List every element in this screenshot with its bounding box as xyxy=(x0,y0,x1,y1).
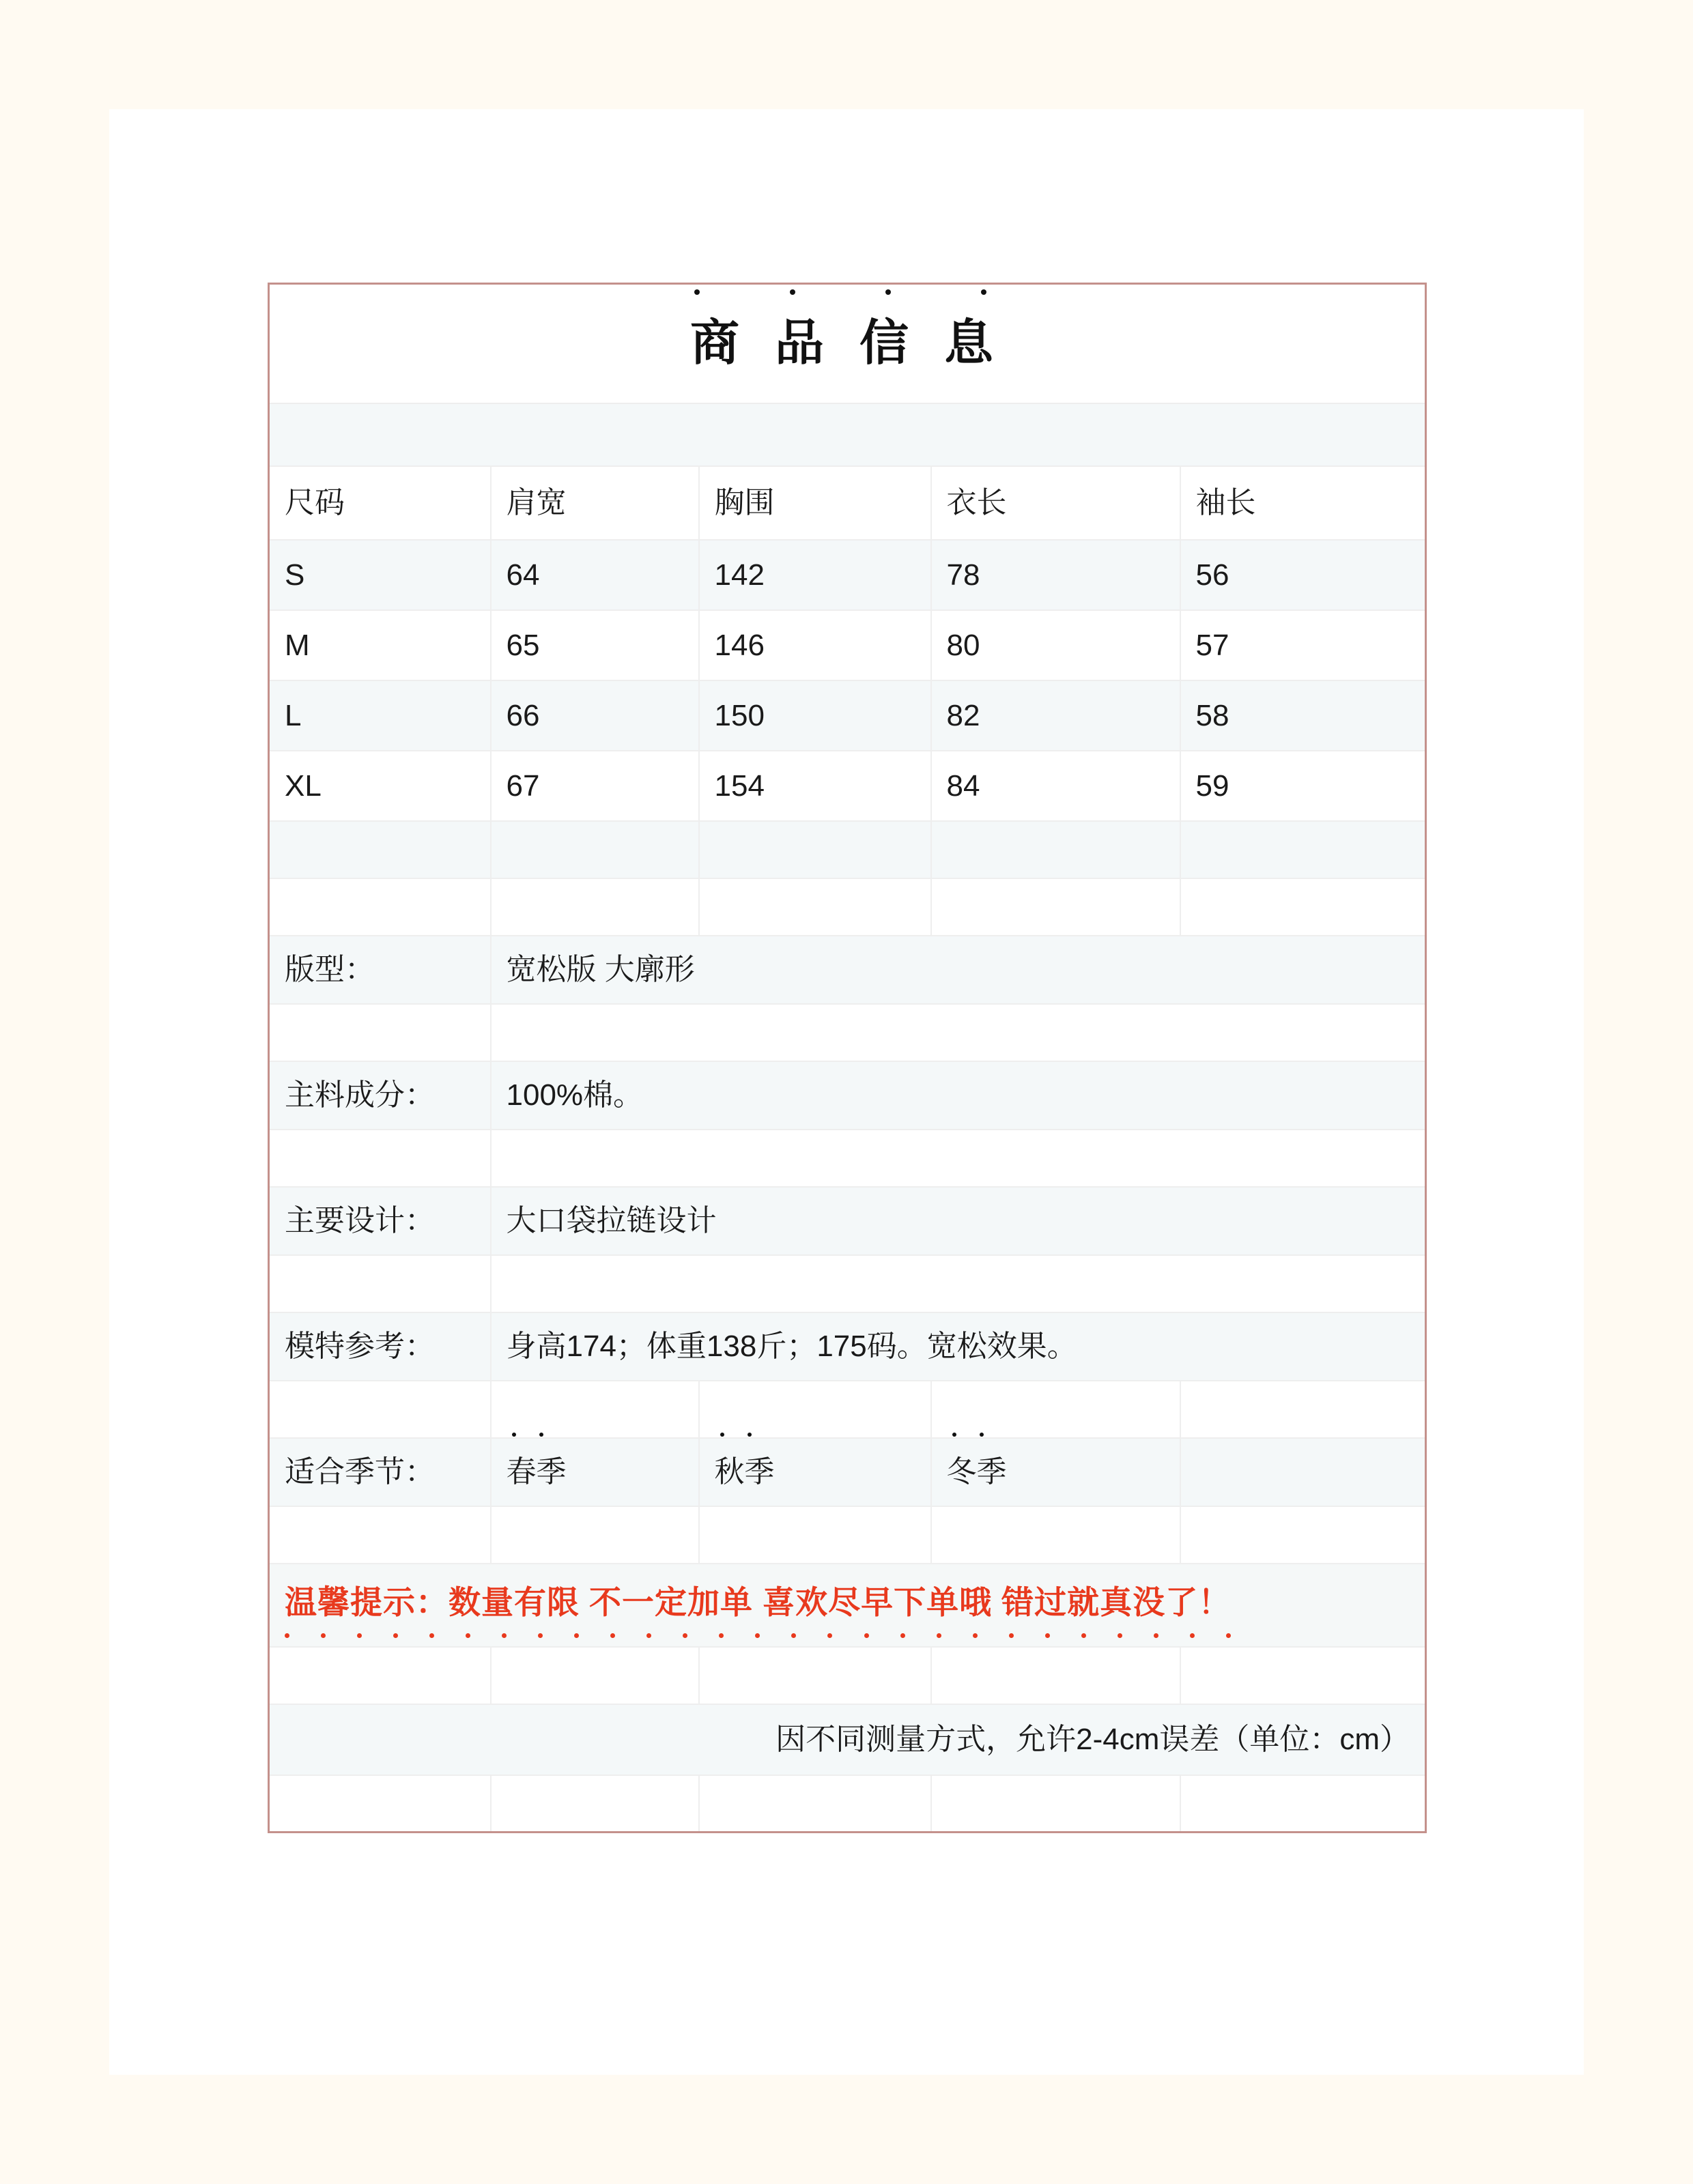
spacer-cell xyxy=(699,1506,931,1564)
cell-bust: 154 xyxy=(699,751,931,821)
spacer-cell xyxy=(491,1775,699,1833)
cell-size: L xyxy=(269,680,491,751)
column-header-size: 尺码 xyxy=(269,466,491,540)
cell-length: 78 xyxy=(931,540,1180,610)
spacer-cell xyxy=(1180,1381,1426,1438)
season-empty-cell xyxy=(1180,1438,1426,1506)
table-row xyxy=(269,680,1426,751)
cell-length: 80 xyxy=(931,610,1180,680)
spacer-row xyxy=(269,1647,1426,1704)
spacer-cell xyxy=(699,1775,931,1833)
tip-text: 温馨提示：数量有限 不一定加单 喜欢尽早下单哦 错过就真没了！ xyxy=(285,1584,1232,1621)
spacer-cell xyxy=(699,821,931,878)
season-spring xyxy=(491,1438,699,1506)
page-title xyxy=(269,284,1426,403)
product-info-table xyxy=(268,283,1427,1833)
spacer-cell xyxy=(269,1255,491,1312)
spacer-row xyxy=(269,1506,1426,1564)
spacer-cell xyxy=(491,1004,1426,1061)
spacer-row xyxy=(269,821,1426,878)
spacer-row xyxy=(269,1004,1426,1061)
table-row xyxy=(269,540,1426,610)
spacer-cell xyxy=(269,1775,491,1833)
title-text: 商 品 信 息 xyxy=(690,316,1005,371)
spacer-cell xyxy=(491,1130,1426,1187)
spacer-cell xyxy=(491,878,699,936)
title-row xyxy=(269,284,1426,403)
spacer-cell xyxy=(491,1381,699,1438)
spacer-cell xyxy=(1180,821,1426,878)
spacer-cell xyxy=(931,1381,1180,1438)
spacer-cell xyxy=(269,1647,491,1704)
spacer-cell xyxy=(1180,1506,1426,1564)
cell-shoulder: 64 xyxy=(491,540,699,610)
footnote-row xyxy=(269,1704,1426,1775)
season-winter xyxy=(931,1438,1180,1506)
attribute-label-material: 主料成分： xyxy=(269,1061,491,1130)
spacer-cell xyxy=(931,1647,1180,1704)
attribute-value-design: 大口袋拉链设计 xyxy=(491,1187,1426,1255)
season-row xyxy=(269,1438,1426,1506)
spacer-cell xyxy=(931,878,1180,936)
tip-cell xyxy=(269,1564,1426,1647)
spacer-cell xyxy=(699,1381,931,1438)
season-label: 适合季节： xyxy=(269,1438,491,1506)
spacer-row-top xyxy=(269,403,1426,466)
spacer-cell xyxy=(269,1381,491,1438)
cell-shoulder: 66 xyxy=(491,680,699,751)
season-winter-label: 冬季 xyxy=(946,1455,1007,1489)
cell-shoulder: 67 xyxy=(491,751,699,821)
season-emphasis-dots xyxy=(720,1433,752,1437)
spacer-cell xyxy=(269,403,1426,466)
spacer-cell xyxy=(931,1506,1180,1564)
cell-shoulder: 65 xyxy=(491,610,699,680)
spacer-cell xyxy=(269,821,491,878)
spacer-row xyxy=(269,1255,1426,1312)
attribute-label-design: 主要设计： xyxy=(269,1187,491,1255)
attribute-value-material: 100%棉。 xyxy=(491,1061,1426,1130)
spacer-cell xyxy=(491,1255,1426,1312)
table-row xyxy=(269,610,1426,680)
spacer-row-bottom xyxy=(269,1775,1426,1833)
tip-emphasis-dots xyxy=(285,1633,1231,1638)
cell-bust: 150 xyxy=(699,680,931,751)
season-autumn xyxy=(699,1438,931,1506)
spacer-cell xyxy=(269,1004,491,1061)
attribute-row-model xyxy=(269,1312,1426,1381)
cell-sleeve: 58 xyxy=(1180,680,1426,751)
cell-length: 82 xyxy=(931,680,1180,751)
spacer-cell xyxy=(699,878,931,936)
spacer-cell xyxy=(931,1775,1180,1833)
spacer-cell xyxy=(931,821,1180,878)
cell-length: 84 xyxy=(931,751,1180,821)
column-header-bust: 胸围 xyxy=(699,466,931,540)
cell-size: M xyxy=(269,610,491,680)
spacer-cell xyxy=(1180,878,1426,936)
spacer-cell xyxy=(1180,1775,1426,1833)
measurement-footnote: 因不同测量方式，允许2-4cm误差（单位：cm） xyxy=(269,1704,1426,1775)
spacer-cell xyxy=(269,1506,491,1564)
attribute-label-model: 模特参考： xyxy=(269,1312,491,1381)
column-header-shoulder: 肩宽 xyxy=(491,466,699,540)
cell-bust: 146 xyxy=(699,610,931,680)
spacer-cell xyxy=(1180,1647,1426,1704)
spacer-cell xyxy=(491,1506,699,1564)
spacer-cell xyxy=(269,1130,491,1187)
tip-row xyxy=(269,1564,1426,1647)
season-autumn-label: 秋季 xyxy=(714,1455,775,1489)
cell-sleeve: 57 xyxy=(1180,610,1426,680)
column-header-sleeve: 袖长 xyxy=(1180,466,1426,540)
attribute-row-fit xyxy=(269,936,1426,1004)
spacer-cell xyxy=(699,1647,931,1704)
attribute-value-model: 身高174；体重138斤；175码。宽松效果。 xyxy=(491,1312,1426,1381)
season-emphasis-dots xyxy=(512,1433,543,1437)
cell-sleeve: 56 xyxy=(1180,540,1426,610)
paper-sheet xyxy=(109,109,1584,2075)
size-header-row xyxy=(269,466,1426,540)
spacer-row xyxy=(269,878,1426,936)
attribute-row-material xyxy=(269,1061,1426,1130)
column-header-length: 衣长 xyxy=(931,466,1180,540)
spacer-cell xyxy=(491,821,699,878)
attribute-value-fit: 宽松版 大廓形 xyxy=(491,936,1426,1004)
spacer-cell xyxy=(491,1647,699,1704)
table-row xyxy=(269,751,1426,821)
season-emphasis-dots xyxy=(952,1433,984,1437)
spacer-row xyxy=(269,1381,1426,1438)
cell-size: XL xyxy=(269,751,491,821)
cell-sleeve: 59 xyxy=(1180,751,1426,821)
cell-bust: 142 xyxy=(699,540,931,610)
attribute-label-fit: 版型： xyxy=(269,936,491,1004)
season-spring-label: 春季 xyxy=(506,1455,567,1489)
spacer-row xyxy=(269,1130,1426,1187)
spacer-cell xyxy=(269,878,491,936)
attribute-row-design xyxy=(269,1187,1426,1255)
cell-size: S xyxy=(269,540,491,610)
title-emphasis-dots xyxy=(694,289,1004,295)
